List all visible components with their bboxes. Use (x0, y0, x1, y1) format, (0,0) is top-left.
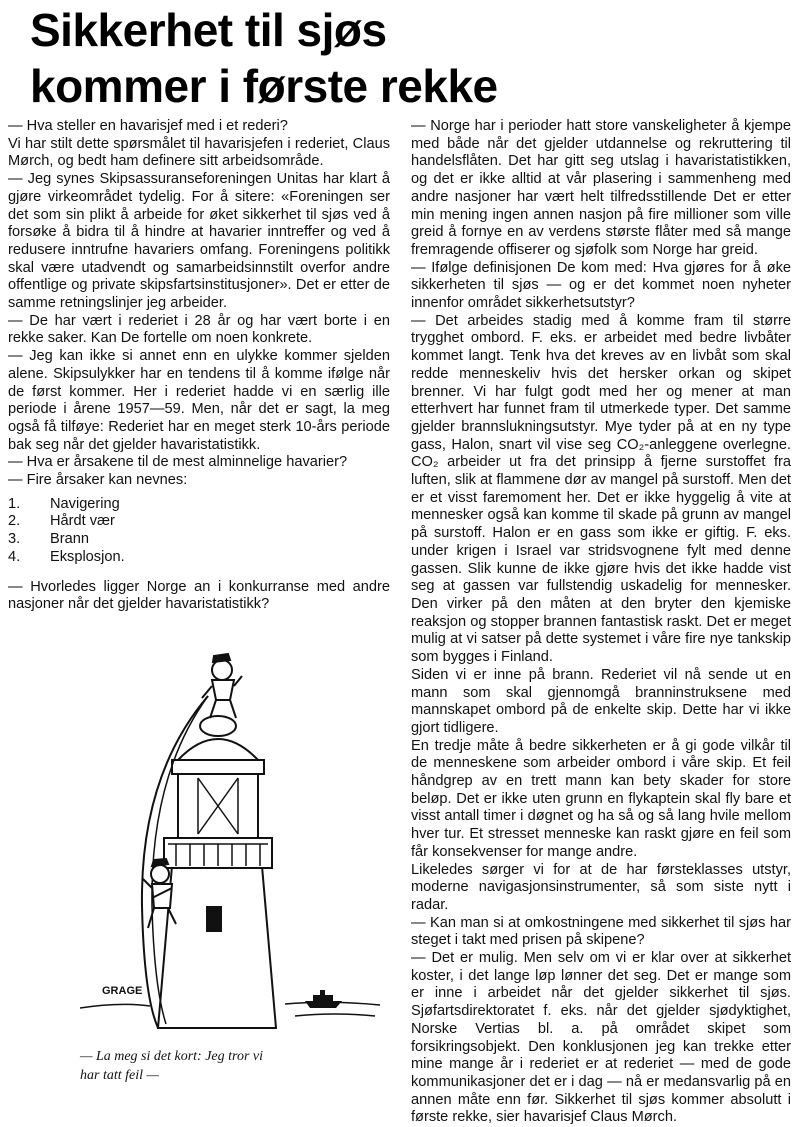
paragraph: — Hva er årsakene til de mest alminnelige havarier? (8, 454, 348, 471)
paragraph: — Det arbeides stadig med å komme fram til større trygghet ombord. F. eks. er arbeidet med bedre livbåter kommet langt. Tenk hva det kreves av en livbåt som skal redde menneskeliv hvis det hersker orkan og skipet brenner. Vi har fulgt godt med her og mener at man etterhvert har funnet fram til utmerkede typer. Det samme gjelder brannslukningsutstyr. Mye tyder på at en ny type gass, Halon, snart vil vise seg CO₂-anleggene overlegne. CO₂ arbeider ut fra det prinsipp å fjerne surstoffet fra luften, slik at flammene dør av mangel på surstoff. Men det er et visst faremoment her. Det er ikke hyggelig å vite at mennesker også kan komme til skade på grunn av mangel på surstoff. Halon er en gass som ikke er giftig. F. eks. under krigen i Israel var stridsvognene fylt med denne gassen. Slik kunne de ikke gjøre hvis det ikke hadde vist seg at gassen var fullstendig uskadelig for mennesker. Den virker på den måten at den bryter den kjemiske reaksjon og stopper brannen fantastisk raskt. Det er meget mulig at vi satser på dette systemet i våre fire nye tankskip som bygges i Finland. (411, 312, 791, 666)
left-column (8, 118, 390, 628)
headline (30, 2, 670, 114)
headline-line-2: kommer i første rekke (30, 60, 498, 112)
list-number: 4. (8, 548, 21, 565)
paragraph: Likeledes sørger vi for at de har førsteklasses utstyr, moderne navigasjonsinstrumenter, så som siste nytt i radar. (411, 861, 791, 913)
illustration-caption (80, 1047, 340, 1085)
right-column (411, 118, 791, 1126)
paragraph: — Jeg synes Skipsassuranseforeningen Unitas har klart å gjøre virkeområdet tydelig. For å sitere: «Foreningen ser det som sin plikt å arbeide for øket sikkerhet til sjøs ved å forsøke å bidra til å hindre at havarier inntreffer og ved å redusere inntrufne havariers omfang. Foreningens politikk skal være utadvendt og samarbeidsinnstilt overfor andre offentlige og private skipsfartsinstitusjoner». Det er etter de samme retningslinjer jeg arbeider. (8, 171, 390, 312)
paragraph: — Fire årsaker kan nevnes: (8, 472, 188, 489)
list-text: Navigering (50, 495, 120, 512)
paragraph: — De har vært i rederiet i 28 år og har vært borte i en rekke saker. Kan De fortelle om noen konkrete. (8, 312, 390, 347)
list-number: 3. (8, 531, 21, 548)
paragraph: En tredje måte å bedre sikkerheten er å gi gode vilkår til de menneskene som arbeider ombord i våre skip. Et feil håndgrep av en trett mann kan bety skader for store beløp. Det er ikke uten grunn en flykaptein skal fly bare et visst antall timer i døgnet og ha så og så lang hvile mellom hver tur. Et stresset menneske kan raskt gjøre en feil som får konsekvenser for mange andre. (411, 737, 791, 860)
caption-line-2: har tatt feil — (80, 1068, 159, 1083)
list-item (8, 513, 390, 531)
list-item (8, 531, 390, 549)
list-text: Eksplosjon. (50, 548, 125, 565)
cartoon-lighthouse-illustration (80, 656, 380, 1036)
paragraph: — Jeg kan ikke si annet enn en ulykke kommer sjelden alene. Skipsulykker har en tendens til å komme ifølge når de først kommer. Her i rederiet hadde vi en særlig ille periode i årene 1957—59. Men, når det er sagt, la meg også få tilføye: Rederiet har en meget sterk 10-års periode bak seg når det gjelder havaristatistikk. (8, 348, 390, 453)
paragraph: — Kan man si at omkostningene med sikkerhet til sjøs har steget i takt med prisen på skipene? (411, 914, 791, 949)
caption-line-1: — La meg si det kort: Jeg tror vi (80, 1049, 264, 1064)
paragraph: Siden vi er inne på brann. Rederiet vil nå sende ut en mann som skal gjennomgå branninstruksene med mannskapet ombord på de enkelte skip. Dette har vi ikke gjort tidligere. (411, 666, 791, 736)
list-text: Hårdt vær (50, 513, 115, 530)
list-item (8, 549, 390, 567)
headline-line-1: Sikkerhet til sjøs (30, 4, 387, 56)
paragraph: Vi har stilt dette spørsmålet til havarisjefen i rederiet, Claus Mørch, og bedt ham definere sitt arbeidsområde. (8, 135, 390, 170)
list-number: 1. (8, 495, 21, 512)
paragraph: — Norge har i perioder hatt store vanskeligheter å kjempe med både når det gjelder utdannelse og rekruttering til handelsflåten. Det har gitt seg utslag i havaristatistikken, og det er ikke alltid at vår plasering i sammenheng med andre nasjoner har vært helt tilfredsstillende Det er etter min mening ingen annen nasjon på fire millioner som ville greid å fornye en av verdens største flåter med så mange fremragende offiserer og sjøfolk som Norge har greid. (411, 118, 791, 258)
paragraph: — Hvorledes ligger Norge an i konkurranse med andre nasjoner når det gjelder havaristatistikk? (8, 578, 390, 613)
list-number: 2. (8, 513, 21, 530)
paragraph: — Ifølge definisjonen De kom med: Hva gjøres for å øke sikkerheten til sjøs — og er det kommet noen nyheter innenfor området sikkerhetsutstyr? (411, 259, 791, 312)
paragraph: — Hva steller en havarisjef med i et rederi? (8, 118, 288, 134)
cause-list (8, 496, 390, 567)
cartoonist-signature: GRAGE (102, 985, 143, 997)
paragraph: — Det er mulig. Men selv om vi er klar over at sikkerhet koster, i det lange løp lønner det seg. Det er mange som er inne i arbeidet når det gjelder sikkerhet til sjøs. Sjøfartsdirektoratet f. eks. når det gjelder sjødyktighet, Norske Vertias bl. a. på området skipet som forsikringsobjekt. Den konklusjonen jeg kan trekke etter mine mange år i rederiet er at rederiet — med de gode kommunikasjoner det er i dag — nå er medansvarlig på en annen måte enn før. Sikkerhet til sjøs kommer absolutt i første rekke, sier havarisjef Claus Mørch. (411, 950, 791, 1126)
list-item (8, 496, 390, 514)
list-text: Brann (50, 531, 89, 548)
